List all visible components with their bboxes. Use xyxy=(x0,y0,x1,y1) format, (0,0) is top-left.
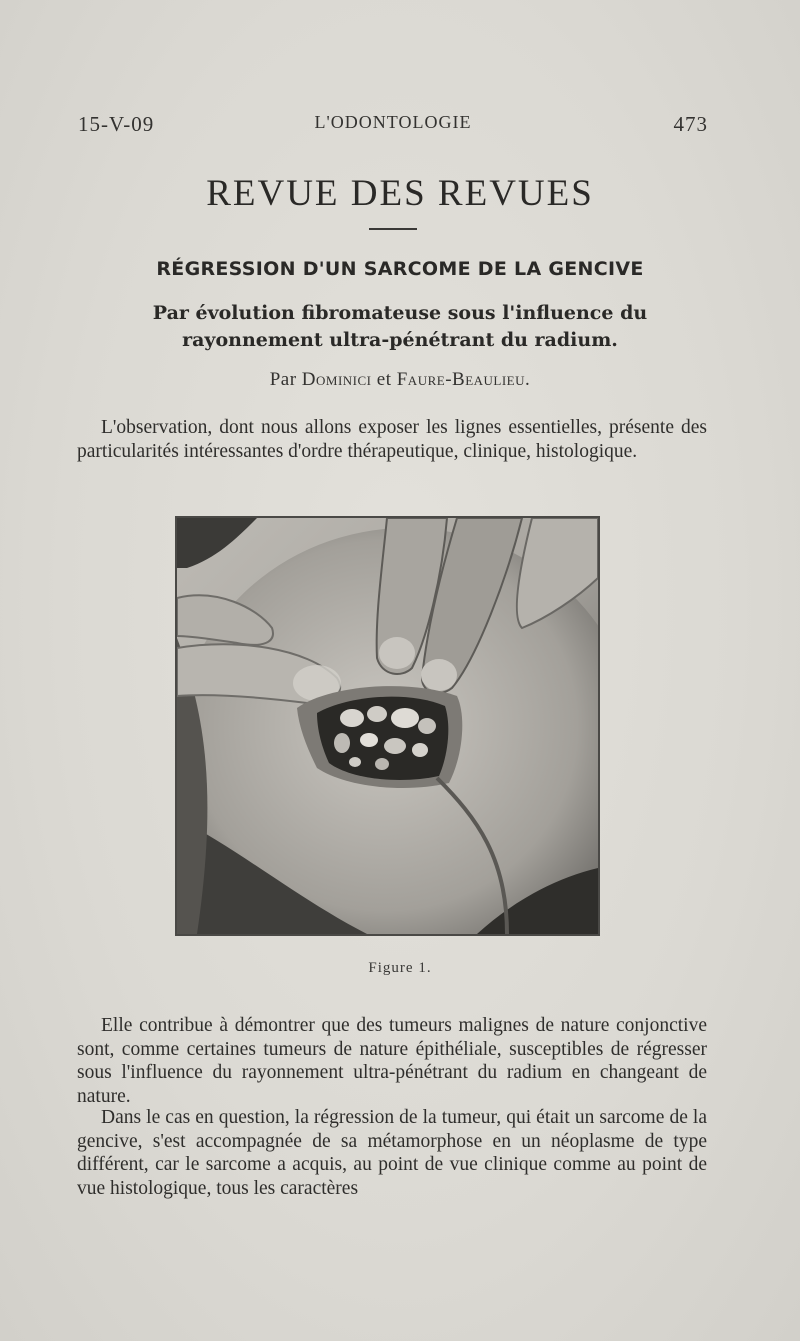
author-name: Faure-Beaulieu. xyxy=(396,369,531,390)
byline-joiner: et xyxy=(376,369,392,390)
figure-caption: Figure 1. xyxy=(368,960,432,976)
paragraph-third: Dans le cas en question, la régression de la tumeur, qui était un sarcome de la gencive, s'est accompagnée de sa métamorphose en un néoplasme de type différent, car le sarcome a acquis, au point de vue clinique comme au point de vue histologique, tous les caractères xyxy=(77,1107,707,1199)
figure-photograph xyxy=(175,516,600,936)
article-subtitle: Par évolution fibromateuse sous l'influence du rayonnement ultra-pénétrant du radium. xyxy=(152,302,648,351)
issue-date: 15-V-09 xyxy=(78,112,155,136)
article-title: RÉGRESSION D'UN SARCOME DE LA GENCIVE xyxy=(156,258,644,280)
author-name: Dominici xyxy=(301,369,372,390)
clinical-photo-illustration xyxy=(177,518,598,934)
section-title: REVUE DES REVUES xyxy=(206,173,594,214)
title-rule xyxy=(369,228,417,230)
byline-prefix: Par xyxy=(269,369,297,390)
paragraph-second: Elle contribue à démontrer que des tumeurs malignes de nature conjonctive sont, comme certaines tumeurs de nature épithéliale, susceptibles de régresser sous l'influence du rayonnement ultra-pénétrant du radium en changeant de nature. xyxy=(77,1015,707,1107)
running-header xyxy=(78,112,708,142)
byline xyxy=(0,369,800,391)
journal-title: L'ODONTOLOGIE xyxy=(314,112,472,132)
page-number: 473 xyxy=(673,112,708,136)
paragraph-intro: L'observation, dont nous allons exposer les lignes essentielles, présente des particularités intéressantes d'ordre thérapeutique, clinique, histologique. xyxy=(77,417,707,462)
